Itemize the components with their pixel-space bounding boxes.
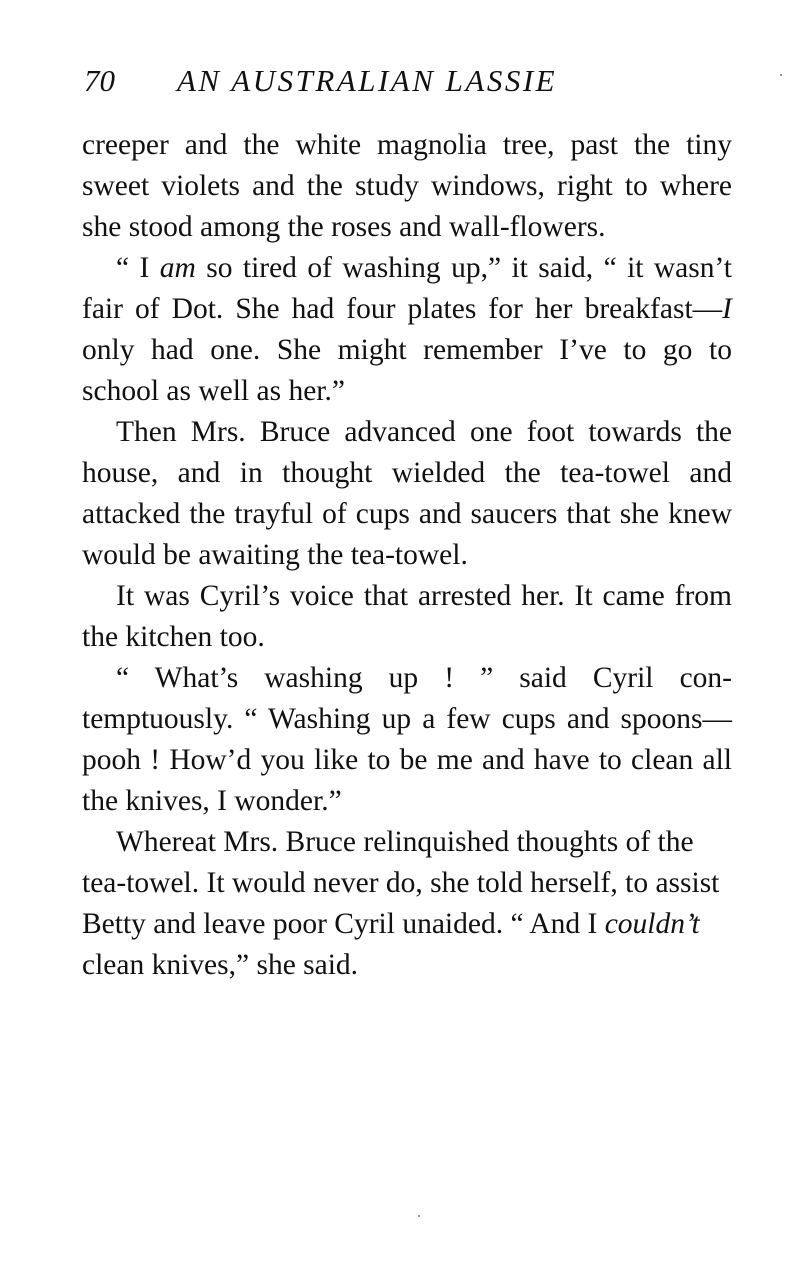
paragraph-6-part-1: Whereat Mrs. Bruce relinquished thoughts of the tea-towel. It would never do, she told herself, to assist Betty and leave poor Cyril unaided. “ And I [82, 826, 720, 940]
page-number: 70 [84, 63, 115, 98]
paragraph-2 [82, 248, 732, 412]
running-title: AN AUSTRALIAN LASSIE [177, 63, 558, 98]
paragraph-6-emphasis: couldn’t [604, 908, 700, 940]
print-speck [418, 1215, 420, 1217]
paragraph-2-part-2: so tired of washing up,” it said, “ it wasn’t fair of Dot. She had four plates for her breakfast— [82, 252, 732, 325]
paragraph-2-part-1: “ I [116, 252, 160, 284]
paragraph-2-emphasis-2: I [722, 293, 732, 325]
paragraph-6 [82, 822, 732, 986]
print-speck [780, 74, 782, 76]
paragraph-6-part-2: clean knives,” she said. [82, 949, 359, 981]
paragraph-5: “ What’s washing up ! ” said Cyril con-temptuously. “ Washing up a few cups and spoons—pooh ! How’d you like to be me and have to clean all the knives, I wonder.” [82, 662, 732, 817]
paragraph-2-part-3: only had one. She might remember I’ve to go to school as well as her.” [82, 334, 732, 407]
paragraph-4: It was Cyril’s voice that arrested her. It came from the kitchen too. [82, 580, 732, 653]
paragraph-3: Then Mrs. Bruce advanced one foot towards the house, and in thought wielded the tea-towel and attacked the trayful of cups and saucers that she knew would be awaiting the tea-towel. [82, 416, 732, 571]
paragraph-1: creeper and the white magnolia tree, past the tiny sweet violets and the study windows, right to where she stood among the roses and wall-flowers. [82, 129, 732, 243]
page-header [84, 58, 744, 104]
paragraph-2-emphasis-1: am [159, 252, 196, 284]
body-text [82, 125, 732, 986]
